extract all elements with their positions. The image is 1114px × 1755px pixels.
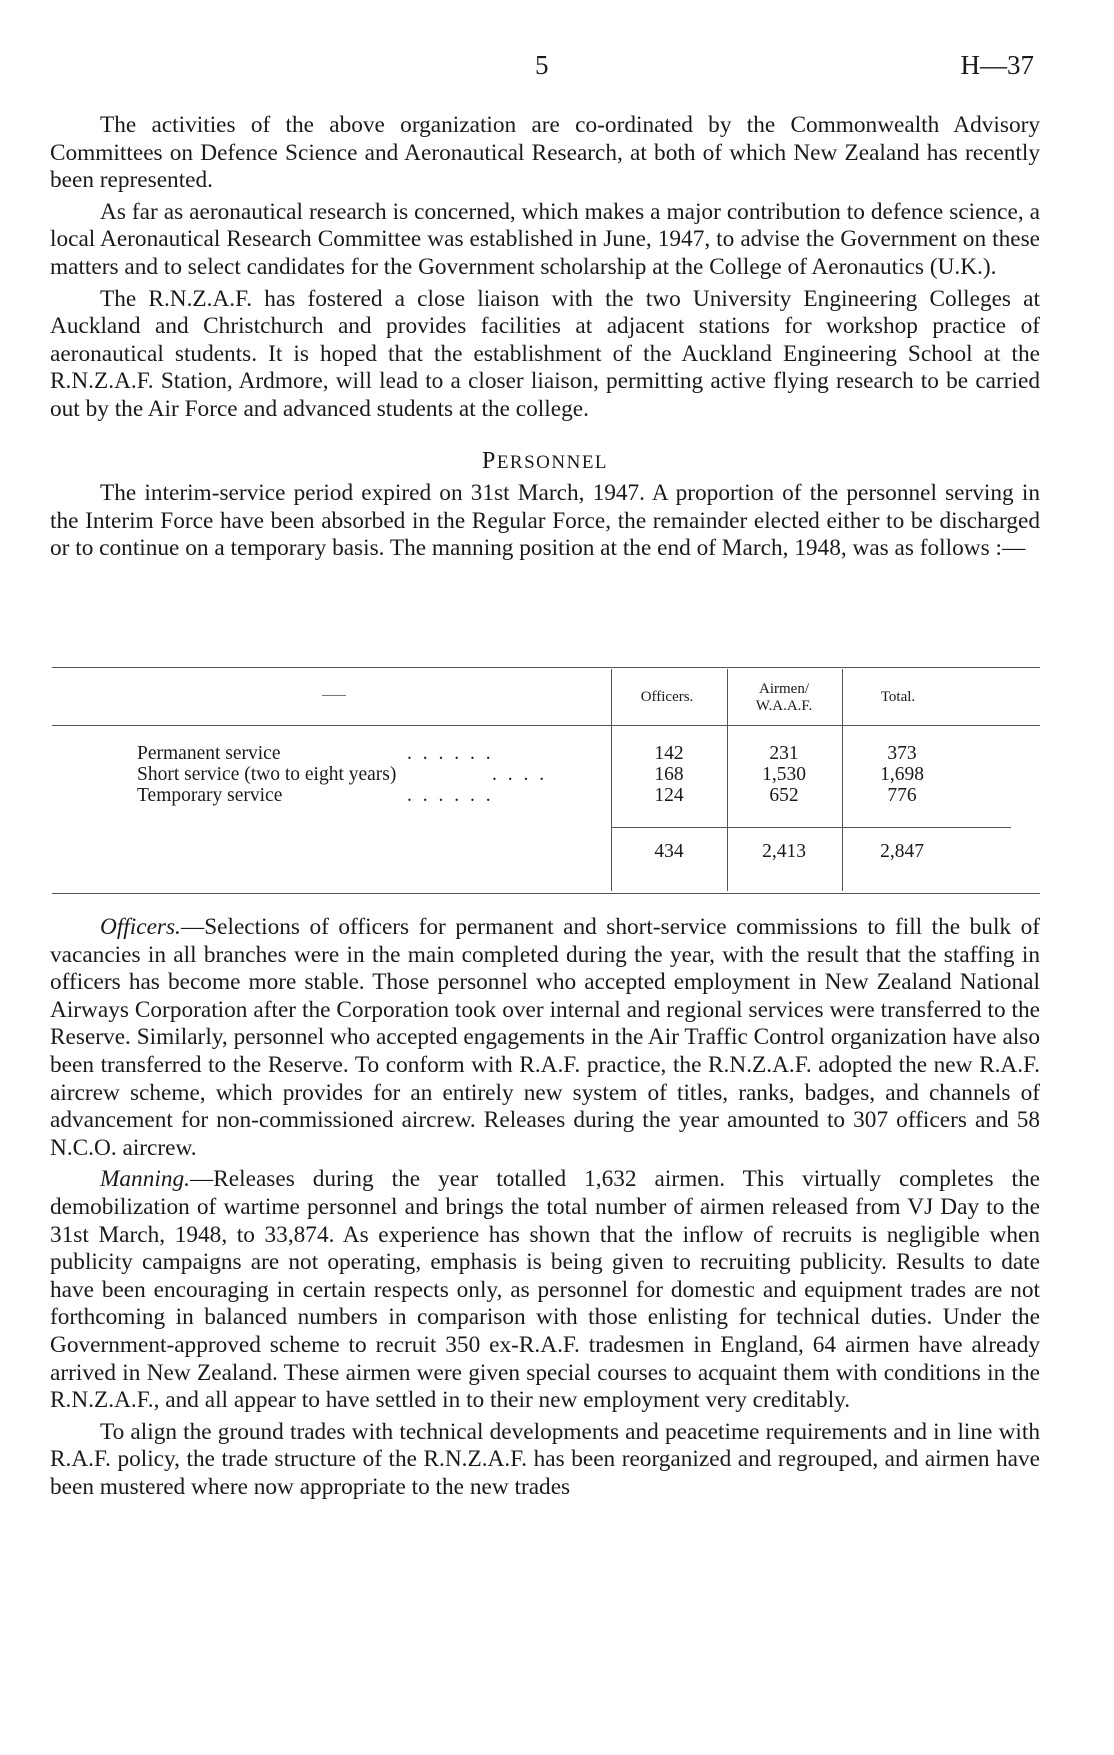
document-reference: H—37 <box>960 50 1034 80</box>
cell-total: 373 <box>887 743 917 764</box>
run-in-heading: Officers. <box>100 914 181 940</box>
section-heading: PERSONNEL <box>481 447 609 474</box>
run-in-heading: Manning. <box>100 1166 190 1193</box>
cell-airmen: 652 <box>769 785 799 806</box>
cell-officers: 142 <box>654 743 684 764</box>
total-officers: 434 <box>654 841 684 862</box>
manning-table <box>52 667 1040 895</box>
column-divider <box>611 669 612 891</box>
leader-dots: . . . . . . <box>407 785 494 806</box>
paragraph: The R.N.Z.A.F. has fostered a close liaison with the two University Engineering Colleges at Auckland and Christchurch and provides facilities at adjacent stations for workshop practice of aeronautical students. It is hoped that the establishment of the Auckland Engineering School at the R.N.Z.A.F. Station, Ardmore, will lead to a closer liaison, permitting active flying research to be carried out by the Air Force and advanced students at the college. <box>50 285 1040 422</box>
cell-total: 776 <box>887 785 917 806</box>
row-label: Short service (two to eight years) <box>137 764 397 785</box>
header-airmen: Airmen/ W.A.A.F. <box>755 681 813 714</box>
cell-officers: 124 <box>654 785 684 806</box>
cell-airmen: 1,530 <box>762 764 806 785</box>
leader-dots: . . . . . . <box>407 743 494 764</box>
cell-airmen: 231 <box>769 743 799 764</box>
lower-text-block <box>50 914 1040 1505</box>
paragraph: The activities of the above organization are co-ordinated by the Commonwealth Advisory Committees on Defence Science and Aeronautical Research, at both of which New Zealand has recently been represented. <box>50 112 1040 194</box>
paragraph-manning: Manning.—Releases during the year totalled 1,632 airmen. This virtually completes the demobilization of wartime personnel and brings the total number of airmen released from VJ Day to the 31st March, 1948, to 33,874. As experience has shown that the inflow of recruits is negligible when publicity campaigns are not operating, emphasis is being given to recruiting publicity. Results to date have been encouraging in certain respects only, as personnel for domestic and equipment trades are not forthcoming in balanced numbers in comparison with those enlisting for technical duties. Under the Government-approved scheme to recruit 350 ex-R.A.F. tradesmen in England, 64 airmen have already arrived in New Zealand. These airmen were given special courses to acquaint them with conditions in the R.N.Z.A.F., and all appear to have settled in to their new employment very creditably. <box>50 1166 1040 1414</box>
page-number: 5 <box>535 50 549 80</box>
totals-rule <box>611 827 1011 828</box>
leader-dots: . . . . <box>492 764 548 785</box>
total-airmen: 2,413 <box>762 841 806 862</box>
paragraph-officers: Officers.—Selections of officers for permanent and short-service commissions to fill the bulk of vacancies in all branches were in the main completed during the year, with the result that the staffing in officers has become more stable. Those personnel who accepted employment in New Zealand National Airways Corporation after the Corporation took over internal and regional services were transferred to the Reserve. Similarly, personnel who accepted engagements in the Air Traffic Control organization have also been transferred to the Reserve. To conform with R.A.F. practice, the R.N.Z.A.F. adopted the new R.A.F. aircrew scheme, which provides for an entirely new system of titles, ranks, badges, and channels of advancement for non-commissioned aircrew. Releases during the year amounted to 307 officers and 58 N.C.O. aircrew. <box>50 914 1040 1161</box>
table-rule <box>52 893 1040 894</box>
header-total: Total. <box>880 689 916 705</box>
row-label: Temporary service <box>137 785 283 806</box>
total-total: 2,847 <box>880 841 924 862</box>
paragraph: As far as aeronautical research is concerned, which makes a major contribution to defence science, a local Aeronautical Research Committee was established in June, 1947, to advise the Government on these matters and to select candidates for the Government scholarship at the College of Aeronautics (U.K.). <box>50 198 1040 280</box>
paragraph: To align the ground trades with technical developments and peacetime requirements and in line with R.A.F. policy, the trade structure of the R.N.Z.A.F. has been reorganized and regrouped, and airmen have been mustered where now appropriate to the new trades <box>50 1418 1040 1500</box>
paragraph: The interim-service period expired on 31st March, 1947. A proportion of the personnel serving in the Interim Force have been absorbed in the Regular Force, the remainder elected either to be discharged or to continue on a temporary basis. The manning position at the end of March, 1948, was as follows :— <box>50 480 1040 562</box>
table-stub-dash <box>322 695 346 696</box>
cell-officers: 168 <box>654 764 684 785</box>
row-label: Permanent service <box>137 743 281 764</box>
header-officers: Officers. <box>640 689 694 705</box>
column-divider <box>727 669 728 891</box>
column-divider <box>842 669 843 891</box>
table-rule <box>52 667 1040 668</box>
upper-text-block <box>50 112 1040 567</box>
cell-total: 1,698 <box>880 764 924 785</box>
header-rule <box>52 725 1040 726</box>
